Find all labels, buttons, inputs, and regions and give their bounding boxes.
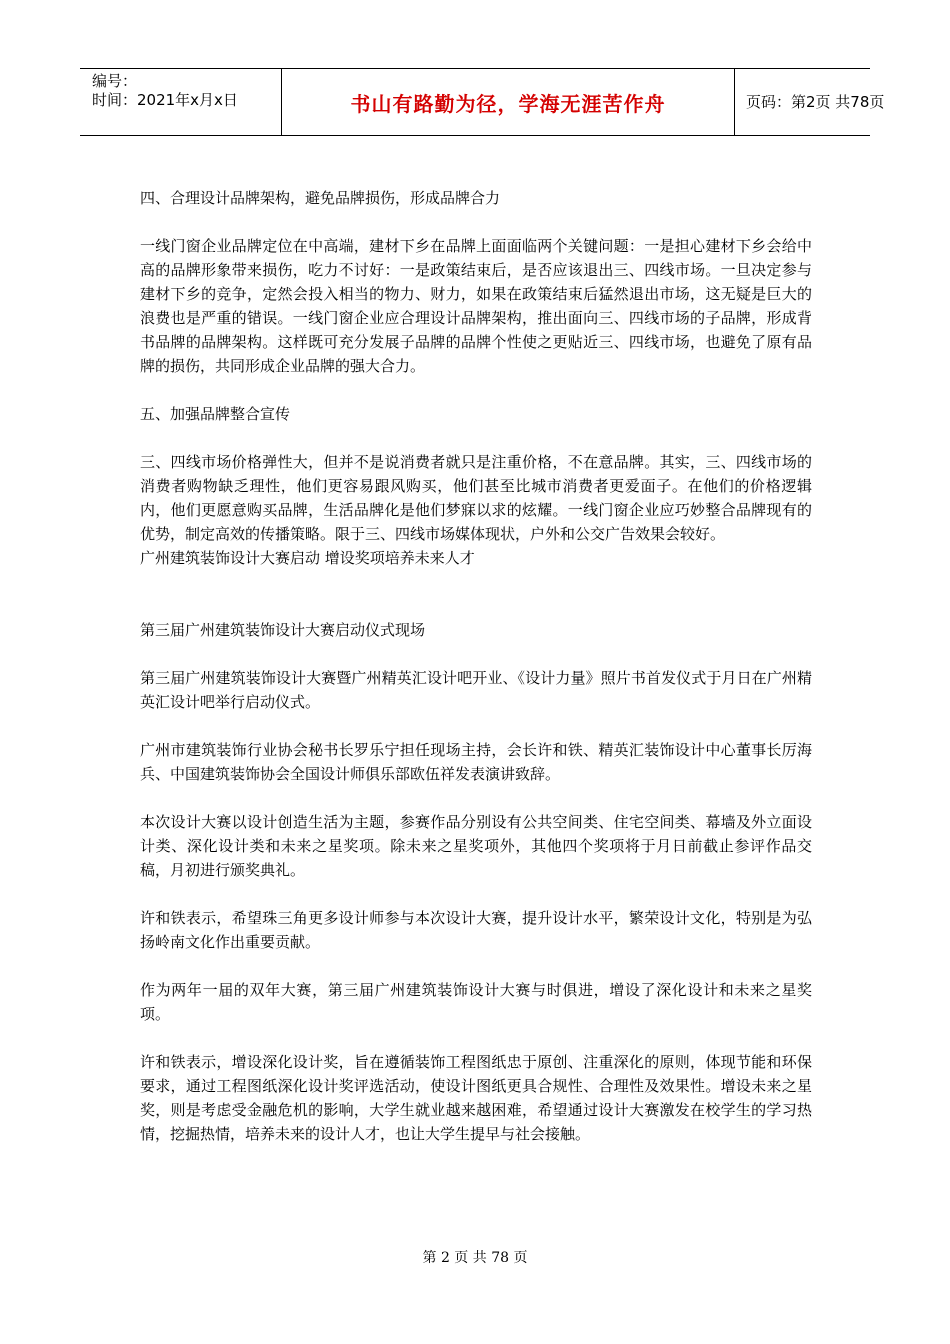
paragraph-new-awards: 许和铁表示，增设深化设计奖，旨在遵循装饰工程图纸忠于原创、注重深化的原则，体现节能和环保要求，通过工程图纸深化设计奖评选活动，使设计图纸更具合规性、合理性及效果性。增设未来之星奖，则是考虑受金融危机的影响，大学生就业越来越困难，希望通过设计大赛激发在校学生的学习热情，挖掘热情，培养未来的设计人才，也让大学生提早与社会接触。 [140, 1053, 812, 1143]
page-footer: 第 2 页 共 78 页 [422, 1250, 528, 1266]
paragraph-hosts: 广州市建筑装饰行业协会秘书长罗乐宁担任现场主持，会长许和铁、精英汇装饰设计中心董事长厉海兵、中国建筑装饰协会全国设计师俱乐部欧伍祥发表演讲致辞。 [140, 741, 812, 783]
paragraph-brand-architecture: 一线门窗企业品牌定位在中高端，建材下乡在品牌上面面临两个关键问题：一是担心建材下乡会给中高的品牌形象带来损伤，吃力不讨好：一是政策结束后，是否应该退出三、四线市场。一旦决定参与建材下乡的竞争，定然会投入相当的物力、财力，如果在政策结束后猛然退出市场，这无疑是巨大的浪费也是严重的错误。一线门窗企业应合理设计品牌架构，推出面向三、四线市场的子品牌，形成背书品牌的品牌架构。这样既可充分发展子品牌的品牌个性使之更贴近三、四线市场，也避免了原有品牌的损伤，共同形成企业品牌的强大合力。 [140, 237, 812, 375]
paragraph-hope: 许和铁表示，希望珠三角更多设计师参与本次设计大赛，提升设计水平，繁荣设计文化，特别是为弘扬岭南文化作出重要贡献。 [140, 909, 812, 951]
document-body [140, 186, 812, 1146]
section-heading-5: 五、加强品牌整合宣传 [140, 405, 291, 423]
header-date: 时间：2021年x月x日 [92, 91, 238, 109]
paragraph-biennial: 作为两年一届的双年大赛，第三届广州建筑装饰设计大赛与时俱进，增设了深化设计和未来之星奖项。 [140, 981, 812, 1023]
section-heading-4: 四、合理设计品牌架构，避免品牌损伤，形成品牌合力 [140, 189, 501, 207]
photo-caption: 第三届广州建筑装饰设计大赛启动仪式现场 [140, 621, 426, 639]
page-header [80, 68, 885, 136]
header-divider-right [734, 68, 735, 136]
header-motto: 书山有路勤为径，学海无涯苦作舟 [350, 91, 666, 116]
header-number-label: 编号： [92, 72, 138, 90]
article-title: 广州建筑装饰设计大赛启动 增设奖项培养未来人才 [140, 549, 475, 567]
header-page-info: 页码：第2页 共78页 [746, 93, 885, 111]
paragraph-brand-promotion: 三、四线市场价格弹性大，但并不是说消费者就只是注重价格，不在意品牌。其实，三、四线市场的消费者购物缺乏理性，他们更容易跟风购买，他们甚至比城市消费者更爱面子。在他们的价格逻辑内，他们更愿意购买品牌，生活品牌化是他们梦寐以求的炫耀。一线门窗企业应巧妙整合品牌现有的优势，制定高效的传播策略。限于三、四线市场媒体现状，户外和公交广告效果会较好。 [140, 453, 812, 543]
paragraph-ceremony: 第三届广州建筑装饰设计大赛暨广州精英汇设计吧开业、《设计力量》照片书首发仪式于月日在广州精英汇设计吧举行启动仪式。 [140, 669, 812, 711]
paragraph-contest-theme: 本次设计大赛以设计创造生活为主题，参赛作品分别设有公共空间类、住宅空间类、幕墙及外立面设计类、深化设计类和未来之星奖项。除未来之星奖项外，其他四个奖项将于月日前截止参评作品交稿，月初进行颁奖典礼。 [140, 813, 812, 879]
